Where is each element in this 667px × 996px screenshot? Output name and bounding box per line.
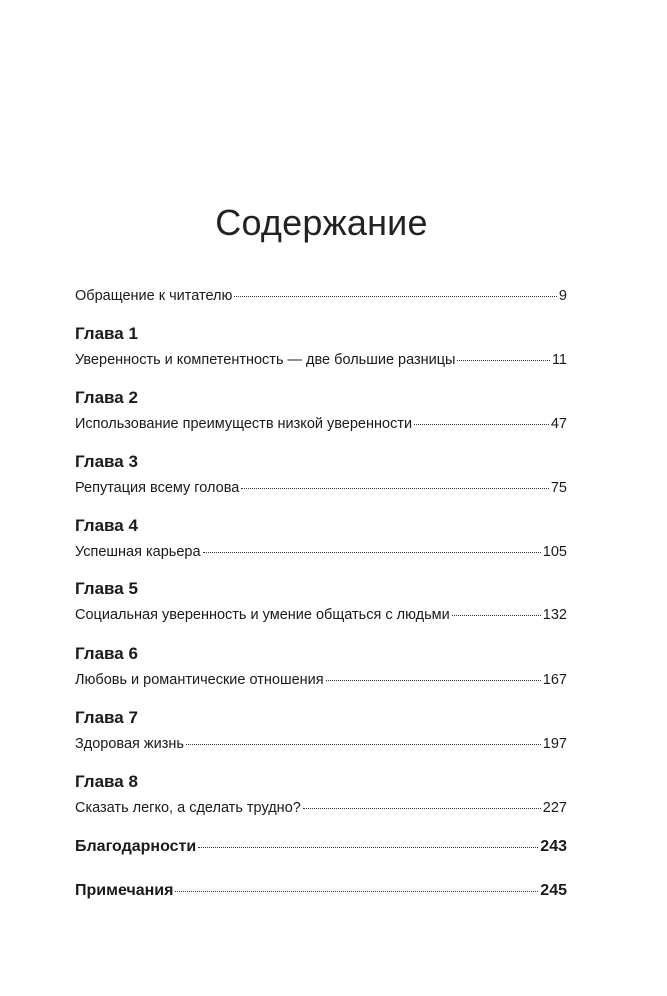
entry-label: Репутация всему голова: [75, 480, 240, 496]
chapter-heading: Глава 4: [75, 516, 138, 535]
toc-entry-chapter-2[interactable]: [75, 415, 567, 433]
toc-entry-notes[interactable]: [75, 882, 567, 900]
entry-label: Обращение к читателю: [75, 288, 233, 304]
toc-entry-acknowledgements[interactable]: [75, 838, 567, 856]
chapter-heading: Глава 6: [75, 644, 138, 663]
entry-label: Сказать легко, а сделать трудно?: [75, 800, 301, 816]
entry-label: Любовь и романтические отношения: [75, 672, 324, 688]
entry-page: 105: [542, 544, 567, 560]
toc-entry-chapter-3[interactable]: [75, 479, 567, 497]
chapter-heading: Глава 5: [75, 579, 138, 598]
dot-leader: [326, 680, 541, 681]
toc-entry-chapter-5[interactable]: [75, 606, 567, 624]
chapter-heading: Глава 2: [75, 388, 138, 407]
dot-leader: [186, 744, 541, 745]
entry-page: 9: [558, 288, 567, 304]
entry-page: 75: [550, 480, 567, 496]
dot-leader: [198, 847, 538, 848]
chapter-heading: Глава 8: [75, 772, 138, 791]
entry-label: Использование преимуществ низкой уверенности: [75, 416, 413, 432]
page-title: Содержание: [215, 202, 428, 244]
toc-entry-chapter-1[interactable]: [75, 351, 567, 369]
entry-page: 11: [551, 352, 567, 368]
entry-label: Здоровая жизнь: [75, 736, 184, 752]
entry-label: Социальная уверенность и умение общаться с людьми: [75, 607, 450, 623]
entry-label: Благодарности: [75, 838, 197, 855]
dot-leader: [203, 552, 541, 553]
dot-leader: [452, 615, 541, 616]
chapter-heading: Глава 7: [75, 708, 138, 727]
toc-entry-chapter-7[interactable]: [75, 735, 567, 753]
entry-page: 197: [542, 736, 567, 752]
dot-leader: [175, 891, 538, 892]
toc-entry-chapter-8[interactable]: [75, 799, 567, 817]
chapter-heading: Глава 3: [75, 452, 138, 471]
entry-page: 47: [550, 416, 567, 432]
toc-entry-intro[interactable]: [75, 287, 567, 305]
entry-page: 132: [542, 607, 567, 623]
toc-entry-chapter-6[interactable]: [75, 671, 567, 689]
entry-label: Уверенность и компетентность — две большие разницы: [75, 352, 456, 368]
entry-label: Примечания: [75, 882, 174, 899]
entry-label: Успешная карьера: [75, 544, 201, 560]
entry-page: 167: [542, 672, 567, 688]
entry-page: 243: [540, 838, 567, 855]
dot-leader: [234, 296, 557, 297]
dot-leader: [241, 488, 549, 489]
chapter-heading: Глава 1: [75, 324, 138, 343]
dot-leader: [414, 424, 549, 425]
toc-entry-chapter-4[interactable]: [75, 543, 567, 561]
entry-page: 245: [540, 882, 567, 899]
dot-leader: [303, 808, 541, 809]
entry-page: 227: [542, 800, 567, 816]
dot-leader: [457, 360, 549, 361]
